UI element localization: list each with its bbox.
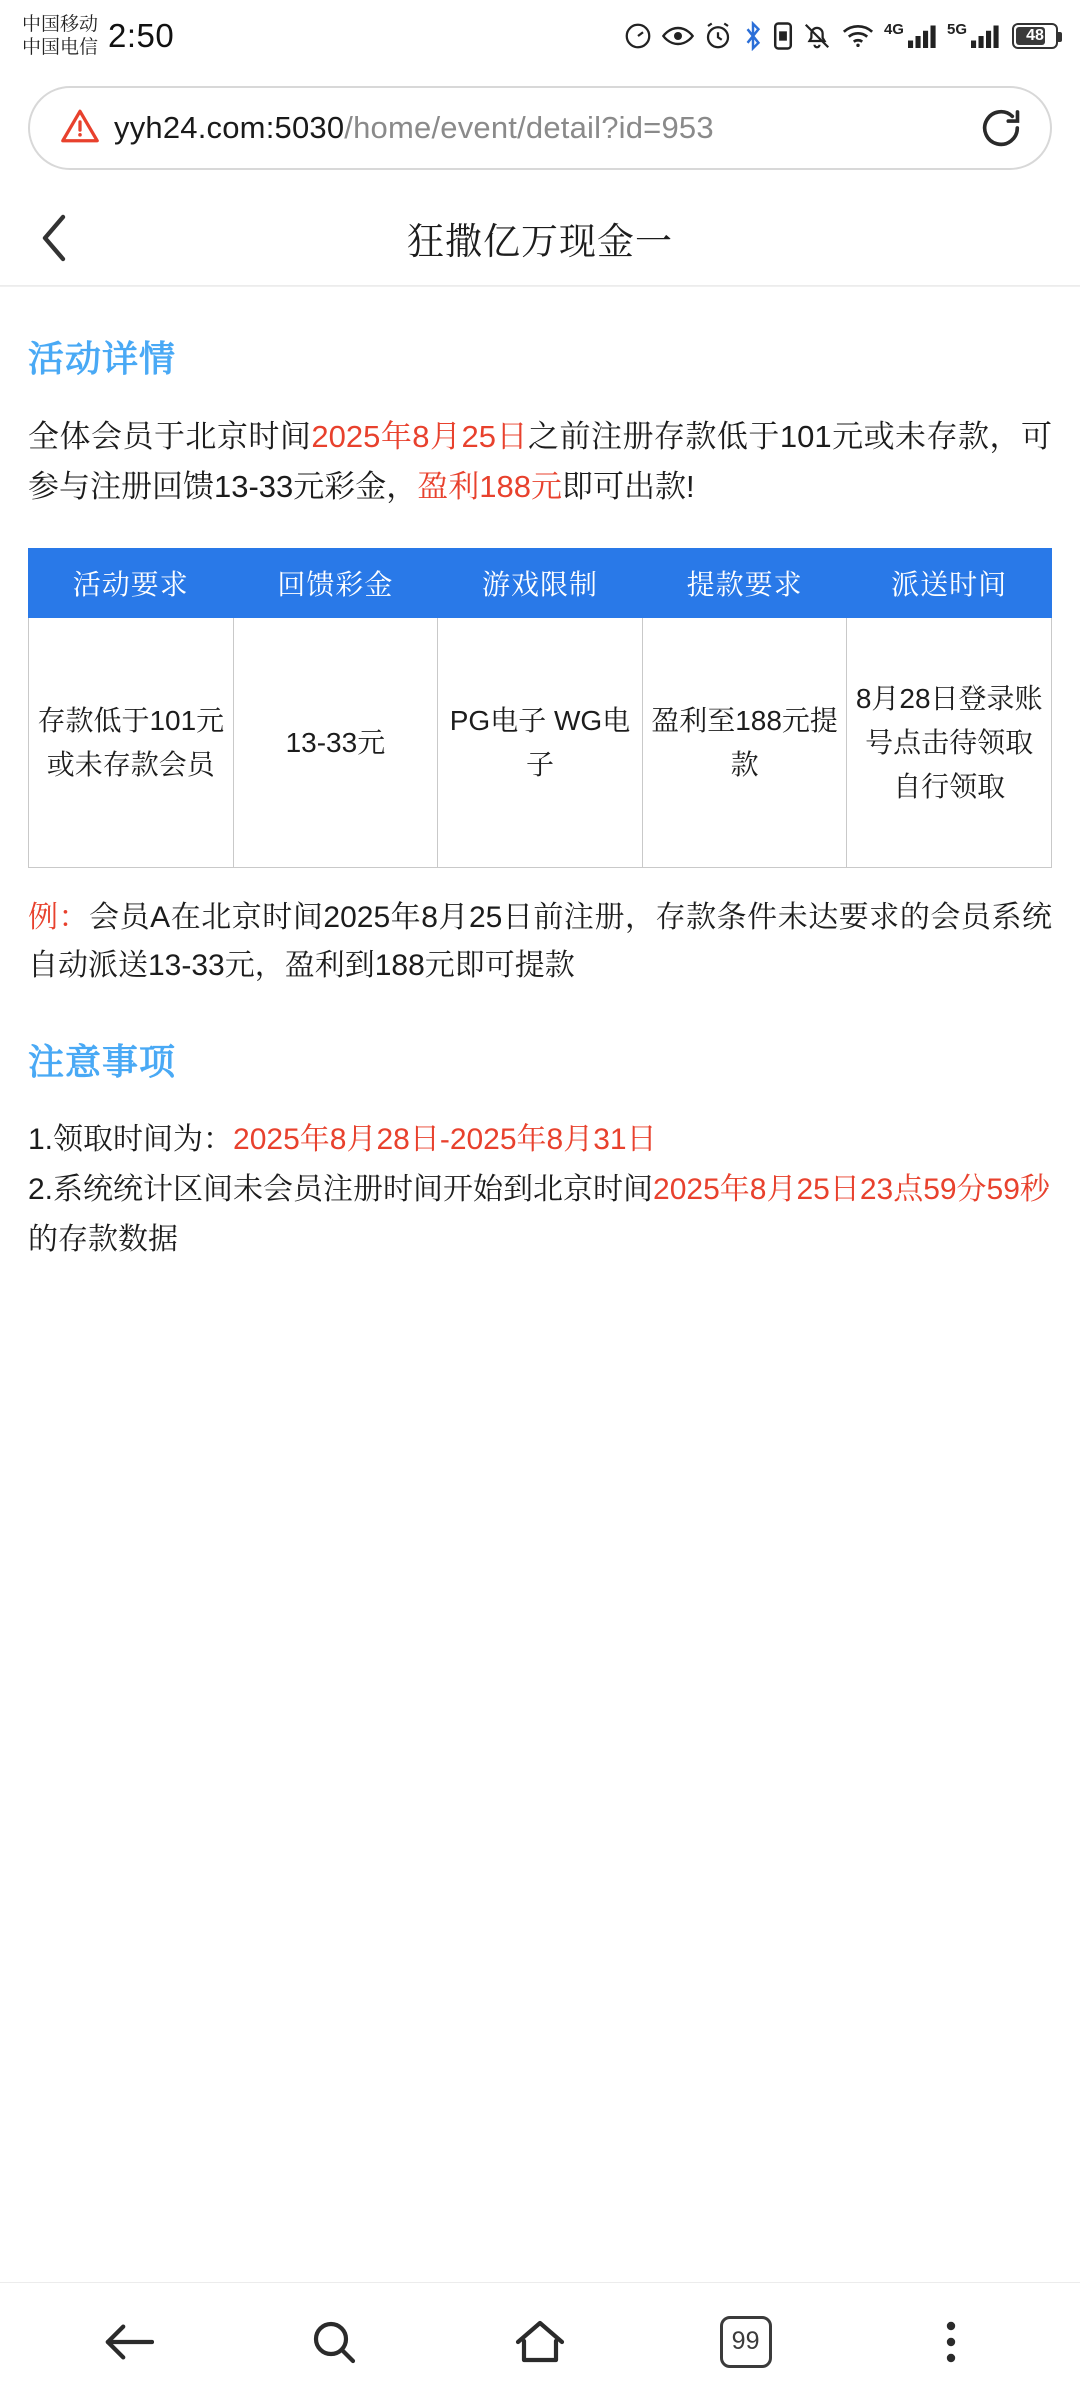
address-bar[interactable]	[28, 86, 1052, 170]
network-5g-label: 5G	[946, 20, 967, 38]
detail-body-2: 之前注册存款低于101元或未存款，可参与注册回馈13-33元彩金，	[28, 419, 1052, 504]
table-header-cell: 游戏限制	[438, 549, 643, 618]
status-clock: 2:50	[108, 17, 175, 54]
battery-level-label: 48	[1026, 27, 1044, 44]
sim-card-icon	[773, 22, 793, 50]
more-vertical-icon[interactable]	[903, 2294, 999, 2390]
activity-table	[28, 548, 1052, 868]
note-2-value: 2025年8月25日23点59分59秒	[653, 1173, 1050, 1206]
example-paragraph	[28, 894, 1052, 990]
table-cell: 13-33元	[233, 618, 438, 868]
carrier-bottom-label: 中国电信	[22, 37, 99, 58]
tabs-button[interactable]	[698, 2294, 794, 2390]
page-content	[0, 286, 1080, 1265]
table-header-cell: 活动要求	[29, 549, 234, 618]
eye-icon	[662, 23, 694, 49]
speedometer-icon	[623, 21, 653, 51]
section-title-notes: 注意事项	[28, 1041, 177, 1082]
network-4g-label: 4G	[883, 20, 904, 38]
table-cell: 存款低于101元或未存款会员	[29, 618, 234, 868]
note-1-prefix: 1.领取时间为：	[28, 1123, 234, 1156]
bluetooth-icon	[742, 21, 764, 51]
url-path: /home/event/detail?id=953	[344, 110, 714, 145]
example-text: 会员A在北京时间2025年8月25日前注册，存款条件未达要求的会员系统自动派送13-33元，盈利到188元即可提款	[28, 901, 1052, 982]
url-host: yyh24.com:5030	[114, 110, 345, 145]
table-header-row	[29, 549, 1052, 618]
status-icons	[623, 21, 1058, 51]
table-cell: 8月28日登录账号点击待领取自行领取	[847, 618, 1052, 868]
tabs-count-label: 99	[720, 2316, 772, 2368]
system-nav-bar	[0, 2282, 1080, 2400]
signal-bars-icon	[971, 23, 1001, 49]
browser-toolbar	[0, 72, 1080, 190]
carrier-top-label: 中国移动	[22, 14, 99, 35]
page-title: 狂撒亿万现金一	[407, 220, 673, 262]
detail-body-1: 全体会员于北京时间	[28, 419, 312, 454]
chevron-left-icon[interactable]	[26, 208, 86, 268]
table-cell: PG电子 WG电子	[438, 618, 643, 868]
search-icon[interactable]	[286, 2294, 382, 2390]
alarm-clock-icon	[703, 21, 733, 51]
bell-mute-icon	[802, 21, 832, 51]
table-header-cell: 派送时间	[847, 549, 1052, 618]
detail-profit: 盈利188元	[417, 469, 563, 504]
example-label: 例：	[28, 901, 90, 934]
battery-icon	[1012, 23, 1058, 49]
warning-triangle-icon[interactable]	[60, 108, 100, 149]
signal-bars-icon	[908, 23, 938, 49]
section-title-detail: 活动详情	[28, 338, 177, 379]
detail-date: 2025年8月25日	[311, 419, 528, 454]
table-row	[29, 618, 1052, 868]
note-1-value: 2025年8月28日-2025年8月31日	[233, 1123, 657, 1156]
page-header	[0, 190, 1080, 286]
table-cell: 盈利至188元提款	[642, 618, 847, 868]
reload-icon[interactable]	[970, 97, 1032, 159]
detail-paragraph	[28, 412, 1052, 512]
table-header-cell: 提款要求	[642, 549, 847, 618]
notes-list	[28, 1115, 1052, 1265]
table-header-cell: 回馈彩金	[233, 549, 438, 618]
detail-body-3: 即可出款!	[562, 469, 695, 504]
arrow-left-icon[interactable]	[81, 2294, 177, 2390]
wifi-icon	[841, 22, 875, 50]
url-text[interactable]	[114, 110, 970, 146]
note-2-suffix: 的存款数据	[28, 1223, 178, 1256]
carrier-labels	[22, 13, 98, 59]
note-2-prefix: 2.系统统计区间未会员注册时间开始到北京时间	[28, 1173, 654, 1206]
status-bar	[0, 0, 1080, 72]
home-icon[interactable]	[492, 2294, 588, 2390]
